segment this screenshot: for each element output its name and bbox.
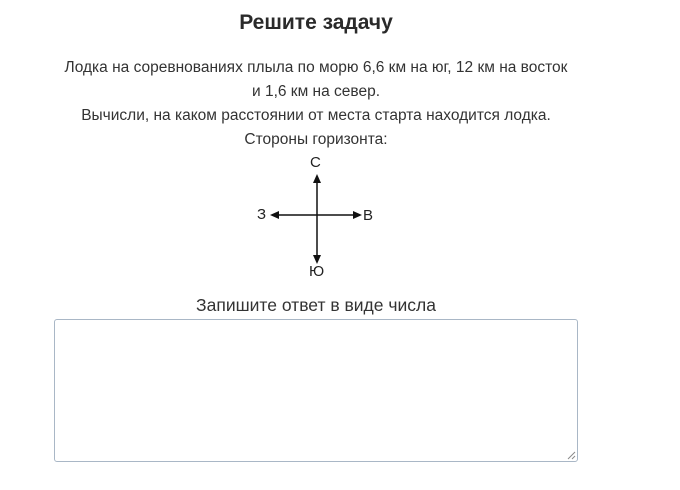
east-label: В xyxy=(363,207,374,224)
north-label: С xyxy=(310,154,321,171)
resize-grip-icon[interactable] xyxy=(566,450,576,460)
south-label: Ю xyxy=(309,263,325,280)
page-title: Решите задачу xyxy=(239,11,393,34)
answer-input[interactable] xyxy=(54,319,578,462)
north-arrowhead xyxy=(313,174,321,183)
west-arrowhead xyxy=(270,211,279,219)
problem-line: Лодка на соревнованиях плыла по морю 6,6 км на юг, 12 км на восток xyxy=(64,59,568,76)
problem-line: Вычисли, на каком расстоянии от места старта находится лодка. xyxy=(81,107,551,124)
problem-line: и 1,6 км на север. xyxy=(251,83,381,100)
east-arrowhead xyxy=(353,211,362,219)
answer-label: Запишите ответ в виде числа xyxy=(196,295,436,315)
compass-diagram xyxy=(248,152,384,282)
problem-text xyxy=(40,56,592,152)
problem-line: Стороны горизонта: xyxy=(244,131,388,148)
west-label: З xyxy=(257,206,267,223)
